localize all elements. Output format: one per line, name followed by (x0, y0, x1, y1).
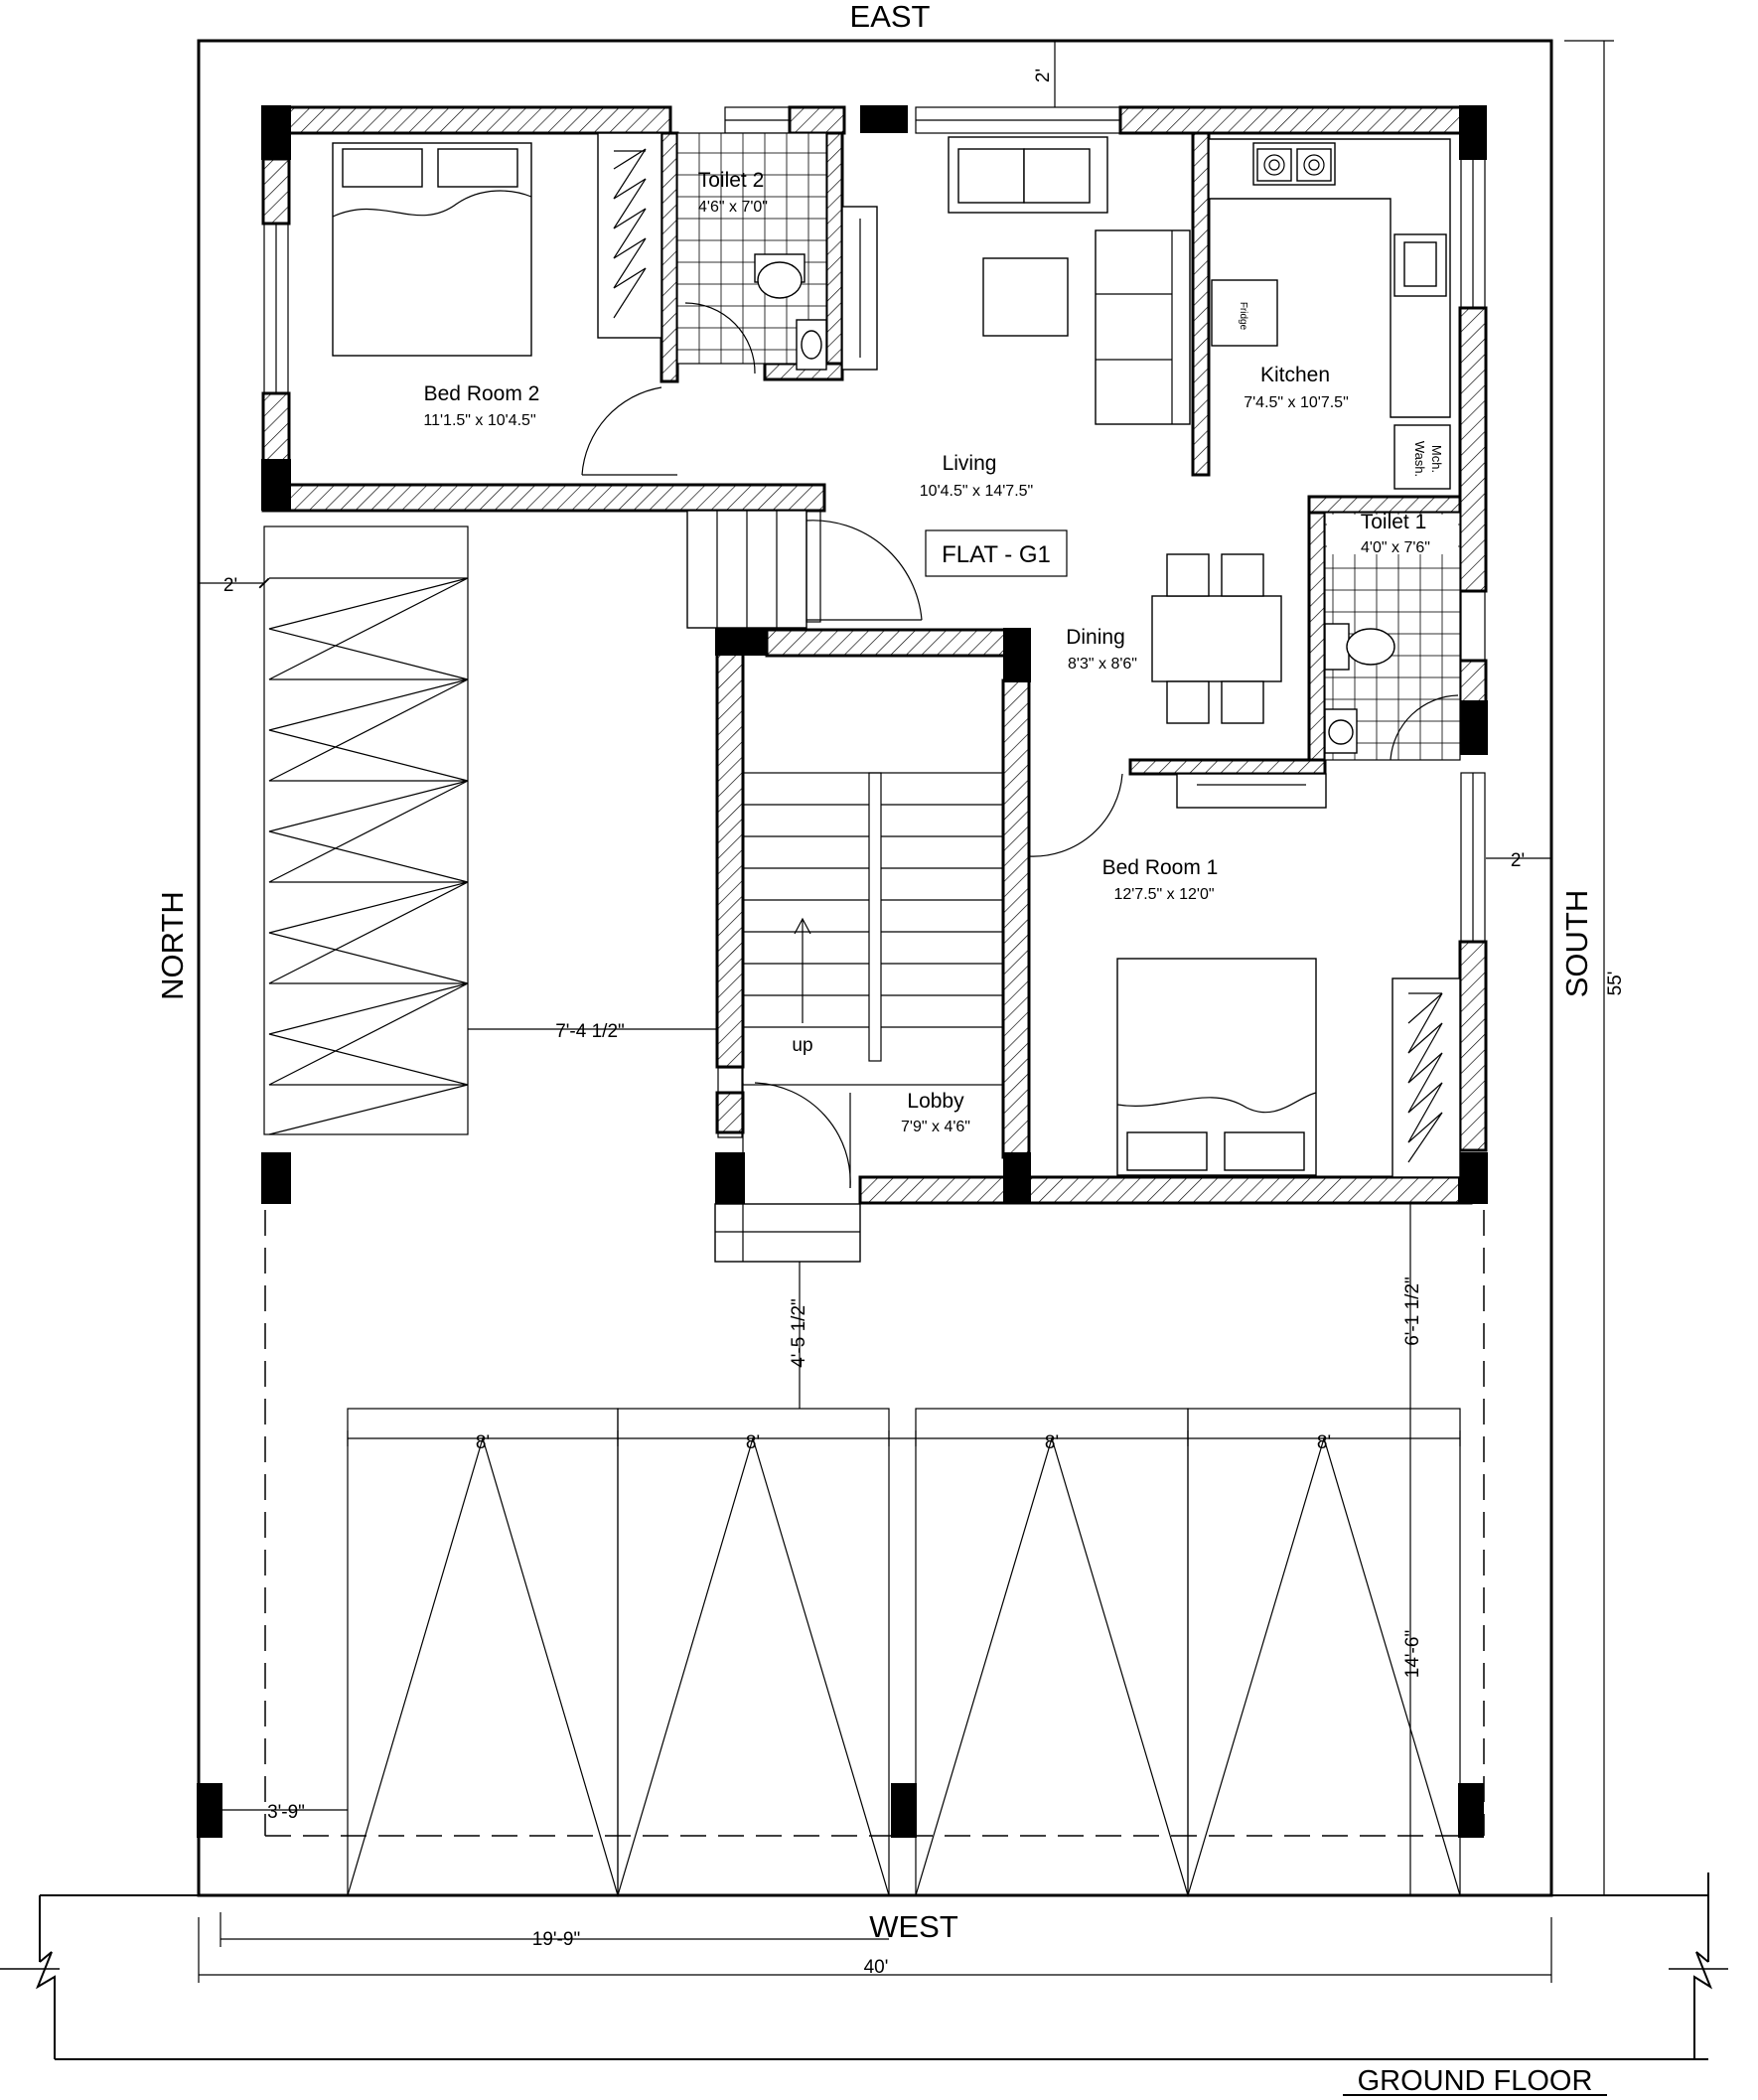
dim-parking-depth: 14'-6" (1402, 1629, 1423, 1679)
washing-machine (1394, 425, 1450, 489)
dim-partial-width: 19'-9" (531, 1929, 581, 1950)
front-parking (265, 1210, 1484, 1895)
dim-right-gap: 6'-1 1/2" (1402, 1276, 1423, 1346)
fridge-label: Fridge (1238, 301, 1248, 331)
toilet2-size: 4'6" x 7'0" (698, 199, 768, 216)
bed-bedroom1 (1117, 959, 1316, 1175)
dim-parking-bay-4: 8' (1316, 1432, 1332, 1453)
staircase (743, 773, 1003, 1085)
dim-front-gap: 4'-5 1/2" (789, 1298, 809, 1368)
fridge (1212, 280, 1277, 346)
side-parking-zigzag (264, 526, 468, 1134)
bedroom1-name: Bed Room 1 (1101, 856, 1219, 879)
dim-parking-bay-3: 8' (1044, 1432, 1060, 1453)
bedroom2-size: 11'1.5" x 10'4.5" (423, 412, 536, 429)
dim-left-gap: 3'-9" (267, 1802, 305, 1823)
dim-parking-bay-1: 8' (475, 1432, 491, 1453)
dim-setback-left: 2' (222, 575, 238, 596)
toilet1-size: 4'0" x 7'6" (1361, 539, 1430, 556)
living-name: Living (942, 452, 997, 475)
kitchen-name: Kitchen (1259, 364, 1331, 386)
dining-name: Dining (1066, 626, 1125, 649)
dim-parking-bay-2: 8' (745, 1432, 761, 1453)
wardrobe-bedroom2 (598, 133, 661, 338)
mch-label: Mch. (1429, 444, 1444, 474)
dim-setback-right: 2' (1510, 850, 1526, 871)
lobby-size: 7'9" x 4'6" (901, 1119, 970, 1135)
living-size: 10'4.5" x 14'7.5" (919, 483, 1034, 500)
sofa-living-top (949, 137, 1107, 213)
north-label: NORTH (155, 891, 190, 1000)
wash-label: Wash. (1412, 440, 1427, 478)
west-label: WEST (869, 1909, 958, 1944)
tv-unit (842, 207, 877, 370)
lobby-name: Lobby (907, 1090, 964, 1113)
flat-label: FLAT - G1 (942, 541, 1051, 568)
bedroom2-name: Bed Room 2 (423, 382, 540, 405)
toilet2-name: Toilet 2 (697, 169, 765, 192)
dresser-bedroom1 (1177, 774, 1326, 808)
door-living (806, 511, 922, 622)
sofa-living-right (1096, 230, 1190, 424)
dining-size: 8'3" x 8'6" (1068, 656, 1137, 673)
dim-passage-width: 7'-4 1/2" (555, 1021, 625, 1042)
east-label: EAST (849, 0, 931, 34)
door-bedroom1 (1029, 765, 1122, 856)
flat-label-box (926, 530, 1067, 576)
ground-floor-title: GROUND FLOOR (1357, 2065, 1593, 2097)
stair-up-label: up (792, 1035, 813, 1056)
dim-setback-top: 2' (1033, 68, 1054, 83)
coffee-table (983, 258, 1068, 336)
drawing-title (1343, 2065, 1607, 2097)
dim-plot-depth: 55' (1605, 971, 1626, 996)
south-label: SOUTH (1559, 889, 1594, 998)
dim-plot-width: 40' (863, 1957, 889, 1978)
wardrobe-bedroom1 (1392, 978, 1460, 1177)
living-steps (687, 511, 806, 628)
bed-bedroom2 (333, 143, 531, 356)
toilet1-name: Toilet 1 (1360, 511, 1427, 533)
bedroom1-size: 12'7.5" x 12'0" (1113, 886, 1215, 903)
door-bedroom2 (582, 387, 677, 475)
dining-table (1152, 554, 1281, 723)
kitchen-size: 7'4.5" x 10'7.5" (1244, 394, 1349, 411)
